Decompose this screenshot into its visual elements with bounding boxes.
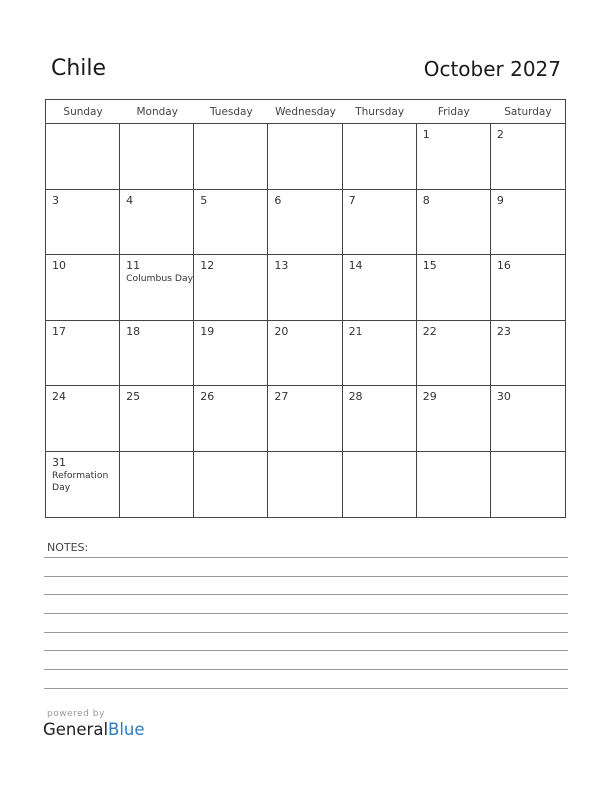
- day-number: 27: [274, 390, 289, 403]
- day-cell[interactable]: [120, 124, 194, 189]
- day-cell[interactable]: [417, 386, 491, 451]
- weekday-friday: Friday: [437, 106, 470, 118]
- day-number: 11: [126, 259, 141, 272]
- day-cell[interactable]: [194, 124, 268, 189]
- notes-label: NOTES:: [47, 541, 89, 554]
- day-cell[interactable]: [343, 190, 417, 255]
- day-cell[interactable]: [268, 190, 342, 255]
- weekday-tuesday: Tuesday: [209, 106, 253, 118]
- day-cell[interactable]: [120, 190, 194, 255]
- day-number: 17: [52, 324, 66, 338]
- day-cell[interactable]: [343, 321, 417, 386]
- day-number: 6: [274, 193, 282, 207]
- day-cell[interactable]: [268, 452, 342, 518]
- day-cell[interactable]: [491, 386, 565, 451]
- country-title: Chile: [51, 56, 107, 81]
- notes-line: [44, 613, 568, 614]
- day-number: 13: [274, 259, 289, 272]
- day-number: 7: [348, 193, 356, 207]
- day-number: 20: [274, 324, 289, 338]
- day-number: 16: [496, 259, 511, 272]
- day-cell[interactable]: [417, 124, 491, 189]
- day-number: 26: [200, 390, 215, 403]
- day-cell[interactable]: [491, 452, 565, 518]
- day-cell[interactable]: [268, 255, 342, 320]
- day-number: 18: [126, 324, 141, 338]
- day-cell[interactable]: [417, 321, 491, 386]
- day-cell[interactable]: [194, 321, 268, 386]
- day-number: 12: [200, 259, 215, 272]
- weekday-saturday: Saturday: [504, 106, 552, 118]
- brand-logo[interactable]: [43, 720, 145, 739]
- day-cell[interactable]: [491, 190, 565, 255]
- notes-line: [44, 632, 568, 633]
- day-number: 22: [422, 324, 437, 338]
- day-cell[interactable]: [46, 124, 120, 189]
- day-cell[interactable]: [417, 255, 491, 320]
- day-number: 21: [348, 324, 363, 338]
- day-cell[interactable]: [194, 452, 268, 518]
- day-cell[interactable]: [46, 255, 120, 320]
- day-cell[interactable]: [194, 255, 268, 320]
- day-number: 9: [496, 193, 504, 207]
- weekday-thursday: Thursday: [355, 106, 405, 118]
- month-title: October 2027: [423, 57, 561, 81]
- day-number: 25: [126, 390, 141, 403]
- day-number: 4: [126, 193, 134, 207]
- weekday-monday: Monday: [136, 106, 178, 118]
- weekday-header-row: [46, 100, 565, 124]
- brand-general: General: [43, 720, 109, 739]
- day-cell[interactable]: [46, 452, 120, 518]
- notes-line: [44, 688, 568, 689]
- notes-line: [44, 669, 568, 670]
- week-row: [46, 255, 565, 321]
- powered-by-text: powered by: [47, 709, 105, 719]
- day-cell[interactable]: [268, 321, 342, 386]
- day-cell[interactable]: [46, 190, 120, 255]
- day-number: 1: [422, 128, 430, 141]
- day-cell[interactable]: [194, 386, 268, 451]
- day-cell[interactable]: [268, 124, 342, 189]
- weekday-wednesday: Wednesday: [275, 106, 336, 118]
- day-number: 24: [52, 390, 66, 403]
- day-cell[interactable]: [491, 255, 565, 320]
- week-row: [46, 386, 565, 452]
- day-cell[interactable]: [343, 255, 417, 320]
- day-cell[interactable]: [268, 386, 342, 451]
- notes-line: [44, 576, 568, 577]
- day-number: 8: [422, 193, 430, 207]
- weekday-sunday: Sunday: [63, 106, 103, 118]
- week-row: [46, 190, 565, 256]
- weeks-container: [46, 124, 565, 517]
- holiday-label: Reformation Day: [52, 469, 109, 493]
- day-number: 30: [496, 390, 511, 403]
- notes-line: [44, 557, 568, 558]
- day-cell[interactable]: [46, 386, 120, 451]
- day-cell[interactable]: [343, 386, 417, 451]
- day-number: 2: [496, 128, 504, 141]
- week-row: [46, 321, 565, 387]
- day-number: 5: [200, 193, 208, 207]
- week-row: [46, 124, 565, 190]
- day-number: 3: [52, 193, 59, 207]
- day-cell[interactable]: [120, 321, 194, 386]
- day-cell[interactable]: [343, 124, 417, 189]
- day-cell[interactable]: [46, 321, 120, 386]
- day-cell[interactable]: [120, 255, 194, 320]
- notes-line: [44, 594, 568, 595]
- day-cell[interactable]: [417, 452, 491, 518]
- day-cell[interactable]: [491, 124, 565, 189]
- calendar-grid: [45, 99, 566, 518]
- day-number: 28: [348, 390, 363, 403]
- day-number: 15: [422, 259, 437, 272]
- day-number: 29: [422, 390, 437, 403]
- day-number: 31: [52, 455, 66, 469]
- notes-line: [44, 650, 568, 651]
- day-cell[interactable]: [343, 452, 417, 518]
- day-cell[interactable]: [417, 190, 491, 255]
- day-number: 14: [348, 259, 363, 272]
- holiday-label: Columbus Day: [126, 273, 194, 284]
- day-cell[interactable]: [194, 190, 268, 255]
- week-row: [46, 452, 565, 518]
- brand-blue: Blue: [108, 720, 145, 739]
- day-number: 10: [52, 259, 66, 272]
- day-number: 23: [496, 324, 511, 338]
- day-number: 19: [200, 324, 215, 338]
- day-cell[interactable]: [120, 452, 194, 518]
- day-cell[interactable]: [120, 386, 194, 451]
- day-cell[interactable]: [491, 321, 565, 386]
